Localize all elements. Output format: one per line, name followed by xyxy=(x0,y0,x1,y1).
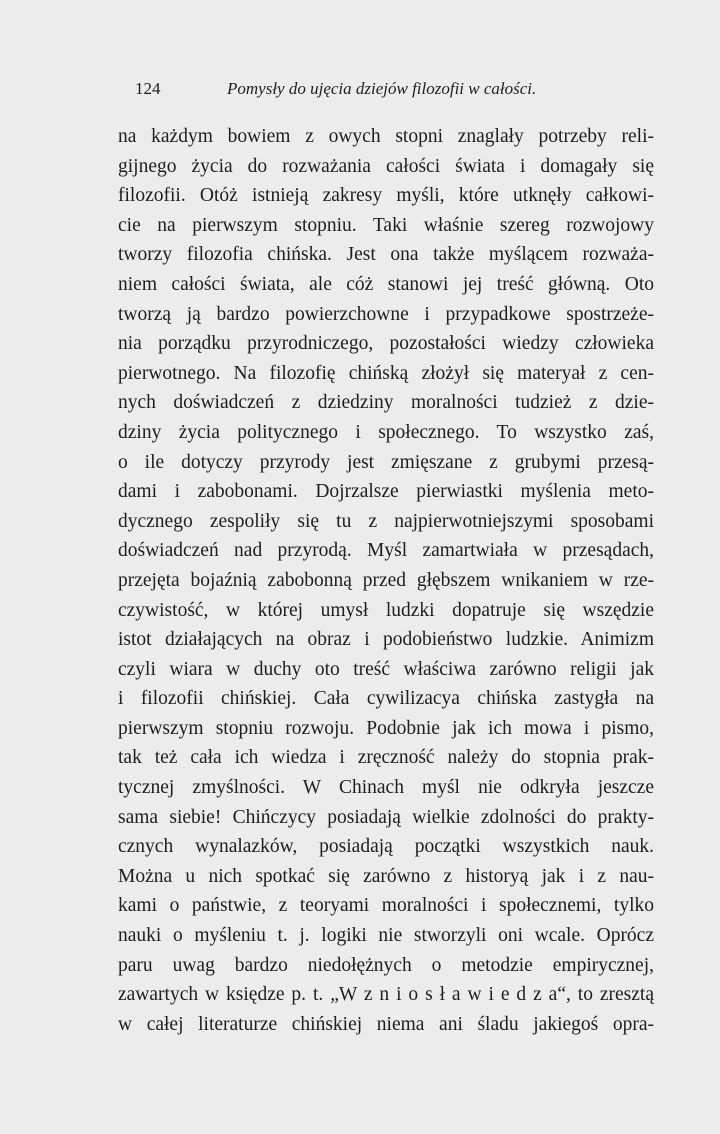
text-line: cie na pierwszym stopniu. Taki właśnie szereg rozwojowy xyxy=(118,214,654,236)
text-line: i filozofii chińskiej. Cała cywilizacya chińska zastygła na xyxy=(118,688,654,710)
text-line: zawartych w księdze p. t. „W z n i o s ł a w i e d z a“, to zresztą xyxy=(118,984,654,1006)
text-line: przejęta bojaźnią zabobonną przed głębszem wnikaniem w rze- xyxy=(118,569,654,591)
text-line: doświadczeń nad przyrodą. Myśl zamartwiała w przesądach, xyxy=(118,540,654,562)
text-line: Można u nich spotkać się zarówno z historyą jak i z nau- xyxy=(118,865,654,887)
body-text xyxy=(118,122,654,1039)
running-title: Pomysły do ujęcia dziejów filozofii w całości. xyxy=(227,79,537,98)
text-line: tworzą ją bardzo powierzchowne i przypadkowe spostrzeże- xyxy=(118,303,654,325)
text-line: tak też cała ich wiedza i zręczność należy do stopnia prak- xyxy=(118,747,654,769)
text-line: pierwotnego. Na filozofię chińską złożył się materyał z cen- xyxy=(118,362,654,384)
page-number: 124 xyxy=(135,79,161,98)
text-line: niem całości świata, ale cóż stanowi jej treść główną. Oto xyxy=(118,273,654,295)
text-line: o ile dotyczy przyrody jest zmięszane z grubymi przesą- xyxy=(118,451,654,473)
text-line: sama siebie! Chińczycy posiadają wielkie zdolności do prakty- xyxy=(118,806,654,828)
text-line: na każdym bowiem z owych stopni znaglały potrzeby reli- xyxy=(118,126,654,147)
text-line: paru uwag bardzo niedołężnych o metodzie empirycznej, xyxy=(118,954,654,976)
text-line: tycznej zmyślności. W Chinach myśl nie odkryła jeszcze xyxy=(118,777,654,799)
text-line: dziny życia politycznego i społecznego. To wszystko zaś, xyxy=(118,421,654,443)
text-line: czyli wiara w duchy oto treść właściwa zarówno religii jak xyxy=(118,658,654,680)
text-line: dami i zabobonami. Dojrzalsze pierwiastki myślenia meto- xyxy=(118,481,654,503)
text-line: istot działających na obraz i podobieństwo ludzkie. Animizm xyxy=(118,629,654,651)
text-line: kami o państwie, z teoryami moralności i społecznemi, tylko xyxy=(118,895,654,917)
text-line: w całej literaturze chińskiej niema ani śladu jakiegoś opra- xyxy=(118,1013,654,1035)
text-line: gijnego życia do rozważania całości świata i domagały się xyxy=(118,155,654,177)
text-line: tworzy filozofia chińska. Jest ona także myślącem rozważa- xyxy=(118,244,654,266)
text-line: czywistość, w której umysł ludzki dopatruje się wszędzie xyxy=(118,599,654,621)
text-line: pierwszym stopniu rozwoju. Podobnie jak ich mowa i pismo, xyxy=(118,717,654,739)
text-line: cznych wynalazków, posiadają początki wszystkich nauk. xyxy=(118,836,654,858)
text-line: nych doświadczeń z dziedziny moralności tudzież z dzie- xyxy=(118,392,654,414)
page-header xyxy=(135,78,575,100)
text-line: nauki o myśleniu t. j. logiki nie stworzyli oni wcale. Oprócz xyxy=(118,925,654,947)
text-line: nia porządku przyrodniczego, pozostałości wiedzy człowieka xyxy=(118,333,654,355)
text-line: dycznego zespoliły się tu z najpierwotniejszymi sposobami xyxy=(118,510,654,532)
text-line: filozofii. Otóż istnieją zakresy myśli, które utknęły całkowi- xyxy=(118,185,654,207)
